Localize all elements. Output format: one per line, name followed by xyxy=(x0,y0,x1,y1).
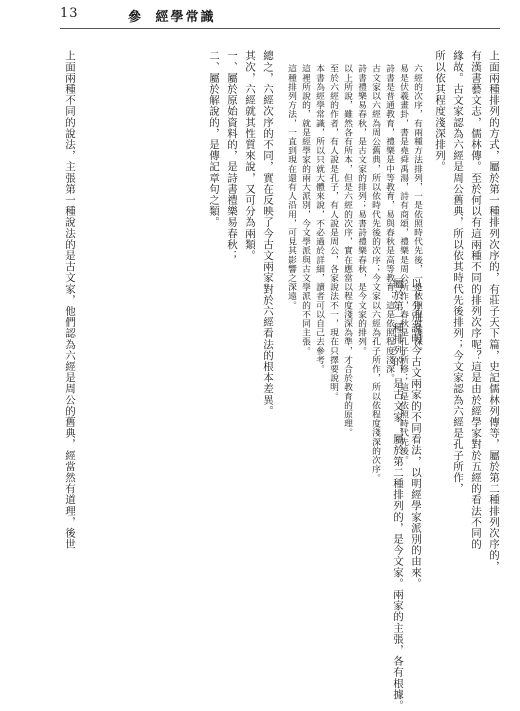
text-column: 上面兩種排列的方式，屬於第一種排列次序的，有莊子天下篇，史記儒林列傳等，屬於第二種排列次序的， xyxy=(488,50,500,572)
running-head xyxy=(128,6,216,25)
text-column: 上面兩種不同的說法，主張第一種說法的是古文家，他們認為六經是周公的舊典，經當然有道理，後世 xyxy=(64,50,76,550)
text-column: 以下分別說明今古文兩家的不同看法，以明經學家派別的由來。 xyxy=(410,278,422,589)
text-column: 二、屬於解說的，是傳記章句之類。 xyxy=(208,50,220,228)
text-column: 有漢書藝文志，儒林傳。至於何以有這兩種不同的排列次序呢？這是由於經學家對於五經的看法不同的 xyxy=(470,50,482,550)
quote-column: 易是伏羲畫卦，書是堯舜禹湯，詩有商頌，禮樂是周公所作，春秋是孔子所修；這是依照時代先後。 xyxy=(398,64,408,465)
quote-column: 本書為經學常識，所以只就大體來說，不必過於詳細，讀者可以自己去參考。 xyxy=(314,64,324,374)
page-number: 13 xyxy=(60,6,79,21)
quote-column: 這裡所說的，就是經學家的兩大派別，今文學派與古文學派的不同主張。 xyxy=(300,64,310,356)
quote-column: 這種排列方法，一直到現在還有人沿用，可見其影響之深遠。 xyxy=(286,64,296,310)
chapter-label: 參 xyxy=(128,10,142,25)
header-rule xyxy=(60,28,500,29)
quote-column: 六經的次序，有兩種方法排列，一是依照時代先後，一是依照程度淺深。 xyxy=(412,64,422,356)
quote-column: 詩書禮樂易春秋，是古文家的排列；易書詩禮樂春秋，是今文家的排列。 xyxy=(356,64,366,356)
text-column: 一、屬於原始資料的，是詩書禮樂易春秋； xyxy=(226,50,238,261)
quote-column: 至於六經的作者，有人說是孔子，有人說是周公，各家說法不一，現在只擇要說明。 xyxy=(328,64,338,401)
text-column: 所以依其程度淺深排列。 xyxy=(434,50,446,173)
text-column: 總之，六經次序的不同，實在反映了今古文兩家對於六經看法的根本差異。 xyxy=(262,50,274,417)
text-column: 緣故。古文家認為六經是周公舊典，所以依其時代先後排列；今文家認為六經是孔子所作， xyxy=(452,50,464,494)
quote-column: 古文家以六經為周公舊典，所以依時代先後的次序；今文家以六經為孔子所作，所以依程度淺深的次序。 xyxy=(370,64,380,483)
text-column: 其次，六經就其性質來說，又可分為兩類。 xyxy=(244,50,256,261)
text-column: 屬於第一種排列的，是古文家；屬於第二種排列的，是今文家。兩家的主張，各有根據。 xyxy=(392,278,404,711)
quote-column: 以上所說，雖然各有所本，但是六經的次序，實在應當以程度淺深為準，才合於教育的原理。 xyxy=(342,64,352,438)
quote-column: 詩書是普通教育，禮樂是中等教育，易與春秋是高等教育；這是依照程度淺深。 xyxy=(384,64,394,383)
book-title: 經學常識 xyxy=(155,10,216,25)
